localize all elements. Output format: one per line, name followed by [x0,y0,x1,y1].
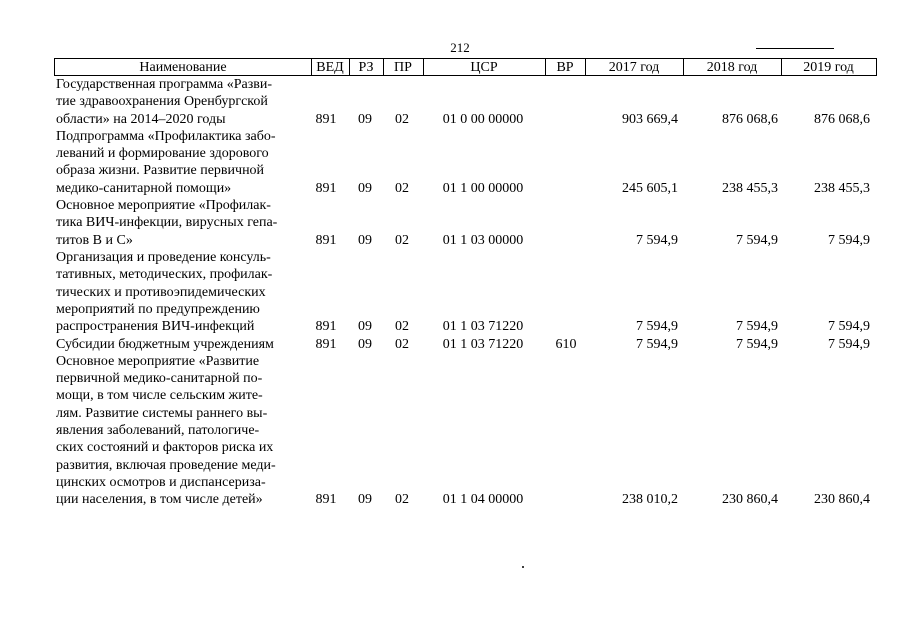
row-2017: 7 594,9 [636,232,678,248]
row-2017: 7 594,9 [636,336,678,352]
row-csr: 01 1 03 71220 [442,336,524,352]
header-2018: 2018 год [706,60,758,75]
stray-mark [522,566,524,568]
header-rz: РЗ [358,60,374,75]
row-csr: 01 1 00 00000 [442,180,524,196]
row-pr: 02 [395,336,409,352]
header-pr: ПР [394,60,412,75]
row-csr: 01 1 04 00000 [442,492,524,508]
row-pr: 02 [395,232,409,248]
row-rz: 09 [358,232,372,248]
header-ved: ВЕД [316,60,344,75]
header-2019: 2019 год [803,60,854,75]
header-vr: ВР [556,60,574,75]
row-name: Подпрограмма «Профилактика забо- леваний и формирование здорового образа жизни. Развитие первичной медико-санитарной помощи» [56,128,276,196]
row-pr: 02 [395,180,409,196]
row-rz: 09 [358,336,372,352]
row-2019: 7 594,9 [828,336,870,352]
row-csr: 01 1 03 71220 [442,319,524,335]
row-2019: 230 860,4 [814,492,870,508]
row-2018: 7 594,9 [736,319,778,335]
header-name: Наименование [139,60,227,75]
header-2017: 2017 год [608,60,660,75]
row-name: Субсидии бюджетным учреждениям [56,336,274,352]
row-ved: 891 [315,492,337,508]
row-name: Основное мероприятие «Профилак- тика ВИЧ-инфекции, вирусных гепа- титов В и С» [56,198,278,248]
row-2019: 7 594,9 [828,232,870,248]
row-ved: 891 [315,336,337,352]
row-rz: 09 [358,319,372,335]
row-pr: 02 [395,492,409,508]
row-name: Государственная программа «Разви- тие здравоохранения Оренбургской области» на 2014–2020 годы [56,77,272,127]
row-name: Основное мероприятие «Развитие первичной медико-санитарной по- мощи, в том числе сельским жите- лям. Развитие системы раннего вы- явления заболеваний, патологиче- ских состояний и факторов риска их развития, включая проведение меди- цинских осмотров и диспансериза- ции населения, в том числе детей» [56,353,276,508]
row-ved: 891 [315,111,337,127]
row-2018: 238 455,3 [722,180,778,196]
row-2019: 7 594,9 [828,319,870,335]
row-2017: 7 594,9 [636,319,678,335]
row-2017: 903 669,4 [622,111,678,127]
row-2018: 230 860,4 [722,492,778,508]
row-2017: 238 010,2 [622,492,678,508]
row-ved: 891 [315,232,337,248]
row-2018: 876 068,6 [722,111,778,127]
row-pr: 02 [395,111,409,127]
row-name: Организация и проведение консуль- тативных, методических, профилак- тических и противоэпидемических мероприятий по предупреждению распространения ВИЧ-инфекций [56,250,273,335]
row-2019: 238 455,3 [814,180,870,196]
budget-table [54,58,877,508]
row-ved: 891 [315,319,337,335]
row-rz: 09 [358,180,372,196]
row-csr: 01 0 00 00000 [442,111,524,127]
row-2017: 245 605,1 [622,180,678,196]
row-pr: 02 [395,319,409,335]
row-rz: 09 [358,492,372,508]
header-csr: ЦСР [470,60,498,75]
row-rz: 09 [358,111,372,127]
header-rule [756,48,834,49]
table-header [54,58,877,76]
row-vr: 610 [555,336,577,352]
row-2018: 7 594,9 [736,336,778,352]
row-ved: 891 [315,180,337,196]
row-2019: 876 068,6 [814,111,870,127]
row-2018: 7 594,9 [736,232,778,248]
row-csr: 01 1 03 00000 [442,232,524,248]
page-number: 212 [450,40,470,55]
